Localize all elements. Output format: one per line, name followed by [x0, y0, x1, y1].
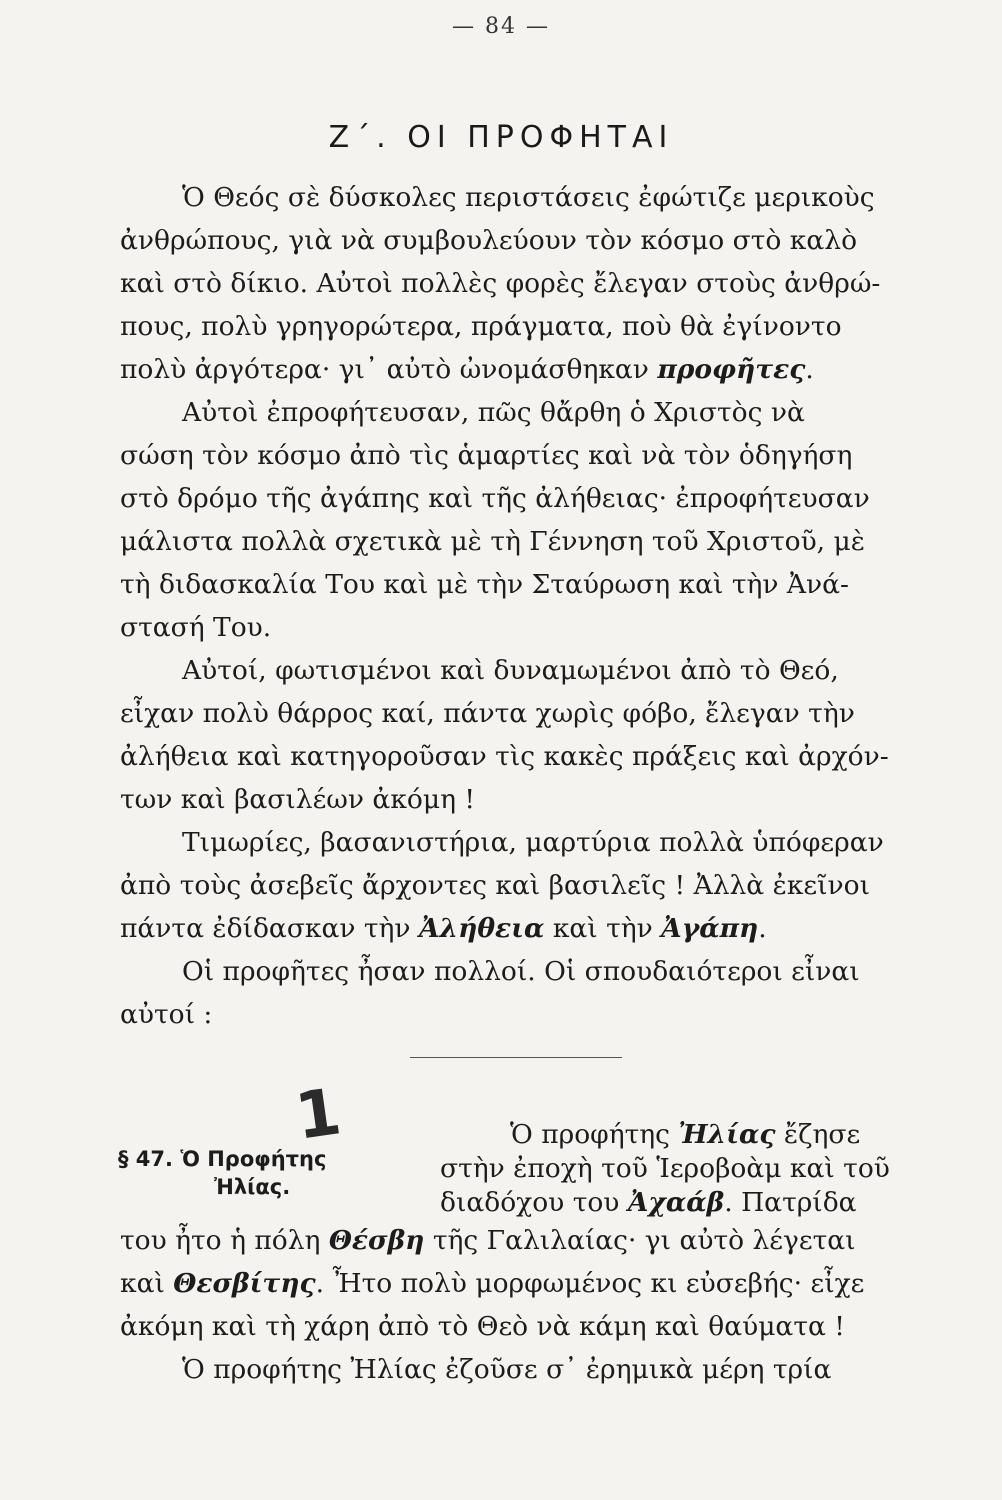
- text-line: μάλιστα πολλὰ σχετικὰ μὲ τὴ Γέννηση τοῦ Χριστοῦ, μὲ: [120, 526, 865, 557]
- main-text: [120, 176, 928, 1036]
- text-line: τὴ διδασκαλία Του καὶ μὲ τὴν Σταύρωση καὶ τὴν Ἀνά-: [120, 569, 849, 600]
- text-line: σώση τὸν κόσμο ἀπὸ τὶς ἁμαρτίες καὶ νὰ τὸν ὁδηγήση: [120, 440, 853, 471]
- text-line: [440, 1118, 930, 1152]
- text-line: εἶχαν πολὺ θάρρος καί, πάντα χωρὶς φόβο, ἔλεγαν τὴν: [120, 698, 855, 729]
- text-line: καὶ στὸ δίκιο. Αὐτοὶ πολλὲς φορὲς ἔλεγαν στοὺς ἀνθρώ-: [120, 268, 881, 299]
- text-line: Αὐτοί, φωτισμένοι καὶ δυναμωμένοι ἀπὸ τὸ Θεό,: [182, 655, 839, 686]
- text-run: . Ἦτο πολὺ μορφωμένος κι εὐσεβής· εἶχε: [315, 1268, 865, 1299]
- text-line: [120, 1219, 928, 1262]
- text-line: ἀνθρώπους, γιὰ νὰ συμβουλεύουν τὸν κόσμο στὸ καλὸ: [120, 225, 858, 256]
- bottom-text: [120, 1219, 928, 1391]
- text-line: [120, 348, 928, 391]
- text-line: ἀπὸ τοὺς ἀσεβεῖς ἄρχοντες καὶ βασιλεῖς ! Ἀλλὰ ἐκεῖνοι: [120, 870, 870, 901]
- text-run: πολὺ ἀργότερα· γι᾽ αὐτὸ ὠνομάσθηκαν: [120, 354, 658, 385]
- text-line: ἀκόμη καὶ τὴ χάρη ἀπὸ τὸ Θεὸ νὰ κάμη καὶ θαύματα !: [120, 1311, 845, 1342]
- text-line: ἀλήθεια καὶ κατηγοροῦσαν τὶς κακὲς πράξεις καὶ ἀρχόν-: [120, 741, 889, 772]
- text-line: στὸ δρόμο τῆς ἀγάπης καὶ τῆς ἀλήθειας· ἐπροφήτευσαν: [120, 483, 870, 514]
- section-divider: [410, 1057, 622, 1058]
- emphasis-prophets: προφῆτες: [657, 354, 806, 385]
- handwritten-mark: 1: [291, 1075, 346, 1155]
- text-line: Οἱ προφῆτες ἦσαν πολλοί. Οἱ σπουδαιότεροι εἶναι: [182, 956, 860, 987]
- chapter-title: Ζ΄. ΟΙ ΠΡΟΦΗΤΑΙ: [328, 120, 674, 155]
- text-line: πους, πολὺ γρηγορώτερα, πράγματα, ποὺ θὰ ἐγίνοντο: [120, 311, 842, 342]
- text-line: Ὁ Θεός σὲ δύσκολες περιστάσεις ἐφώτιζε μερικοὺς: [182, 182, 875, 213]
- emphasis-ahab: Ἀχαάβ: [627, 1187, 725, 1218]
- text-run: . Πατρίδα: [724, 1187, 857, 1218]
- text-run: τῆς Γαλιλαίας· γι αὐτὸ λέγεται: [424, 1225, 856, 1256]
- emphasis-thesbite: Θεσβίτης: [173, 1268, 316, 1299]
- text-line: αὐτοί :: [120, 999, 213, 1030]
- text-run: .: [758, 913, 767, 944]
- text-line: [440, 1186, 930, 1220]
- text-run: .: [805, 354, 814, 385]
- section-heading-line: Ἠλίας.: [214, 1175, 291, 1199]
- emphasis-truth: Ἀλήθεια: [418, 913, 545, 944]
- text-run: Ὁ προφήτης: [510, 1119, 679, 1150]
- emphasis-elias: Ἠλίας: [678, 1119, 776, 1150]
- text-line: στὴν ἐποχὴ τοῦ Ἱεροβοὰμ καὶ τοῦ: [440, 1153, 890, 1184]
- text-run: καὶ τὴν: [544, 913, 662, 944]
- text-run: καὶ: [120, 1268, 174, 1299]
- text-line: των καὶ βασιλέων ἀκόμη !: [120, 784, 476, 815]
- text-line: [120, 1262, 928, 1305]
- section-text: [440, 1118, 930, 1220]
- text-line: στασή Του.: [120, 612, 272, 643]
- text-line: [120, 907, 928, 950]
- text-line: Αὐτοὶ ἐπροφήτευσαν, πῶς θἄρθη ὁ Χριστὸς νὰ: [182, 397, 805, 428]
- text-run: του ἦτο ἡ πόλη: [120, 1225, 329, 1256]
- emphasis-love: Ἀγάπη: [661, 913, 759, 944]
- emphasis-thesbe: Θέσβη: [328, 1225, 425, 1256]
- text-run: διαδόχου του: [440, 1187, 628, 1218]
- text-line: Ὁ προφήτης Ἠλίας ἐζοῦσε σ᾽ ἐρημικὰ μέρη τρία: [182, 1354, 832, 1385]
- text-run: ἔζησε: [775, 1119, 861, 1150]
- section-heading-line: § 47. Ὁ Προφήτης: [118, 1147, 327, 1171]
- text-line: Τιμωρίες, βασανιστήρια, μαρτύρια πολλὰ ὑπόφεραν: [182, 827, 884, 858]
- section-heading: [118, 1145, 326, 1201]
- page-number: — 84 —: [452, 14, 550, 39]
- text-run: πάντα ἐδίδασκαν τὴν: [120, 913, 419, 944]
